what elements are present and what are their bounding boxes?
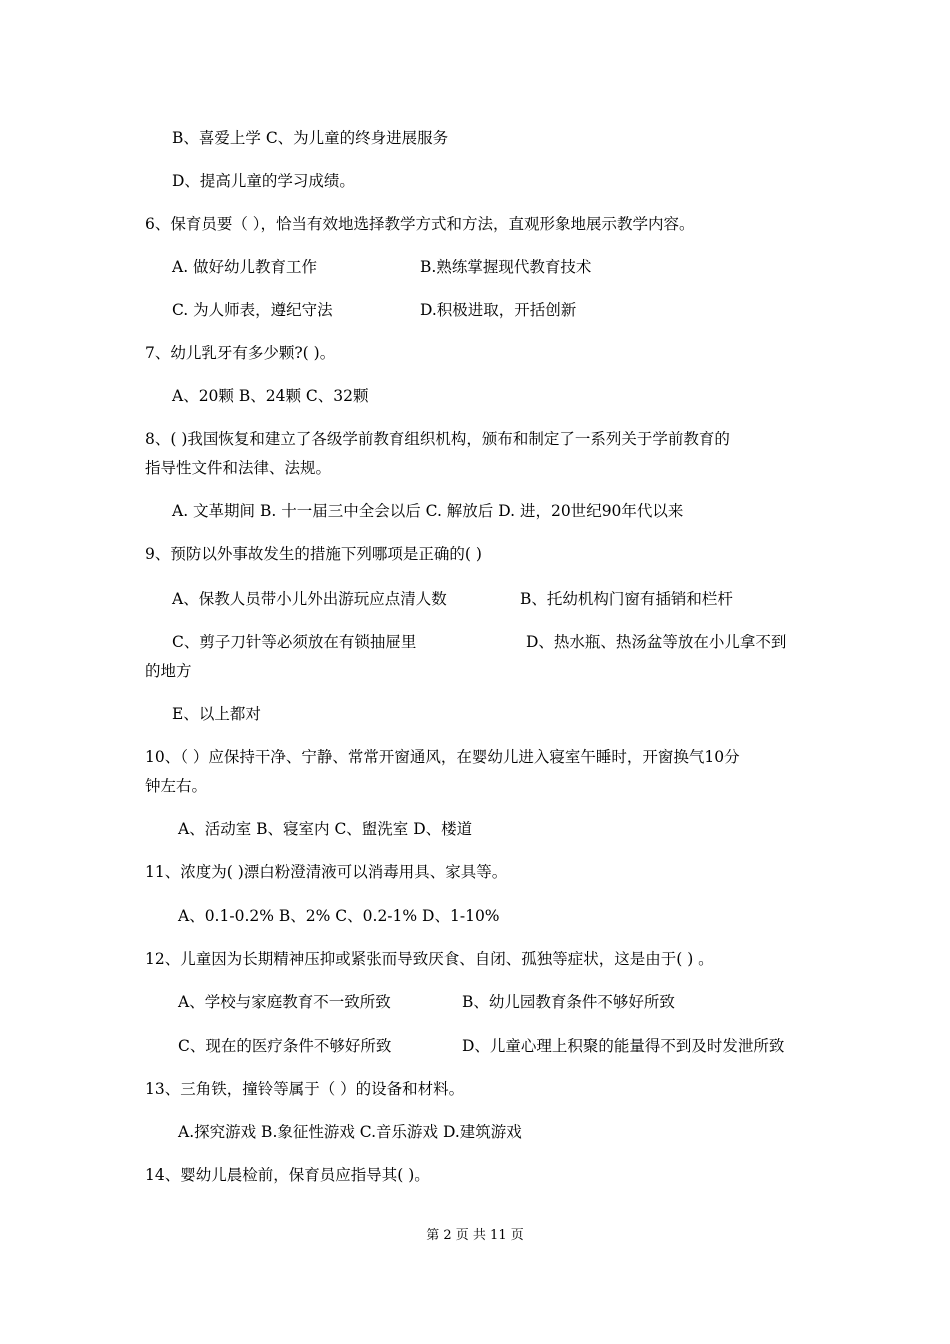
- question-6-option-d: D.积极进取，开括创新: [420, 301, 577, 319]
- question-5-option-line-1: B、喜爱上学 C、为儿童的终身进展服务: [172, 129, 449, 147]
- question-9-option-e: E、以上都对: [172, 705, 261, 723]
- question-10-line-2: 钟左右。: [145, 777, 208, 795]
- question-6-option-c: C. 为人师表，遵纪守法: [172, 301, 333, 319]
- question-9-option-c: C、剪子刀针等必须放在有锁抽屉里: [172, 633, 417, 651]
- question-9-option-d: D、热水瓶、热汤盆等放在小儿拿不到: [526, 633, 787, 651]
- question-12-option-c: C、现在的医疗条件不够好所致: [178, 1037, 392, 1055]
- question-5-option-line-2: D、提高儿童的学习成绩。: [172, 172, 355, 190]
- question-12-option-b: B、幼儿园教育条件不够好所致: [462, 993, 675, 1011]
- question-12-option-d: D、儿童心理上积聚的能量得不到及时发泄所致: [462, 1037, 785, 1055]
- question-10-options: A、活动室 B、寝室内 C、盥洗室 D、楼道: [178, 820, 473, 838]
- question-9-option-a: A、保教人员带小儿外出游玩应点清人数: [172, 590, 447, 608]
- question-8-options: A. 文革期间 B. 十一届三中全会以后 C. 解放后 D. 进，20世纪90年代以来: [172, 502, 684, 520]
- question-7-options: A、20颗 B、24颗 C、32颗: [172, 387, 369, 405]
- question-11-options: A、0.1-0.2% B、2% C、0.2-1% D、1-10%: [178, 907, 500, 925]
- question-13-options: A.探究游戏 B.象征性游戏 C.音乐游戏 D.建筑游戏: [178, 1123, 522, 1141]
- question-12: 12、儿童因为长期精神压抑或紧张而导致厌食、自闭、孤独等症状，这是由于( ) 。: [145, 950, 714, 968]
- question-9-option-d-continued: 的地方: [145, 662, 192, 680]
- page-footer: 第 2 页 共 11 页: [426, 1228, 524, 1243]
- question-8-line-1: 8、( )我国恢复和建立了各级学前教育组织机构，颁布和制定了一系列关于学前教育的: [145, 430, 730, 448]
- question-8-line-2: 指导性文件和法律、法规。: [145, 459, 332, 477]
- question-6: 6、保育员要（ ），恰当有效地选择教学方式和方法，直观形象地展示教学内容。: [145, 215, 695, 233]
- question-11: 11、浓度为( )漂白粉澄清液可以消毒用具、家具等。: [145, 863, 508, 881]
- question-6-option-b: B.熟练掌握现代教育技术: [420, 258, 592, 276]
- question-10-line-1: 10、（ ）应保持干净、宁静、常常开窗通风，在婴幼儿进入寝室午睡时，开窗换气10分: [145, 748, 740, 766]
- question-14: 14、婴幼儿晨检前，保育员应指导其( )。: [145, 1166, 430, 1184]
- question-12-option-a: A、学校与家庭教育不一致所致: [178, 993, 391, 1011]
- question-9-option-b: B、托幼机构门窗有插销和栏杆: [520, 590, 733, 608]
- question-7: 7、幼儿乳牙有多少颗?( )。: [145, 344, 336, 362]
- question-13: 13、三角铁，撞铃等属于（ ）的设备和材料。: [145, 1080, 465, 1098]
- question-6-option-a: A. 做好幼儿教育工作: [172, 258, 318, 276]
- question-9: 9、预防以外事故发生的措施下列哪项是正确的( ): [145, 545, 482, 563]
